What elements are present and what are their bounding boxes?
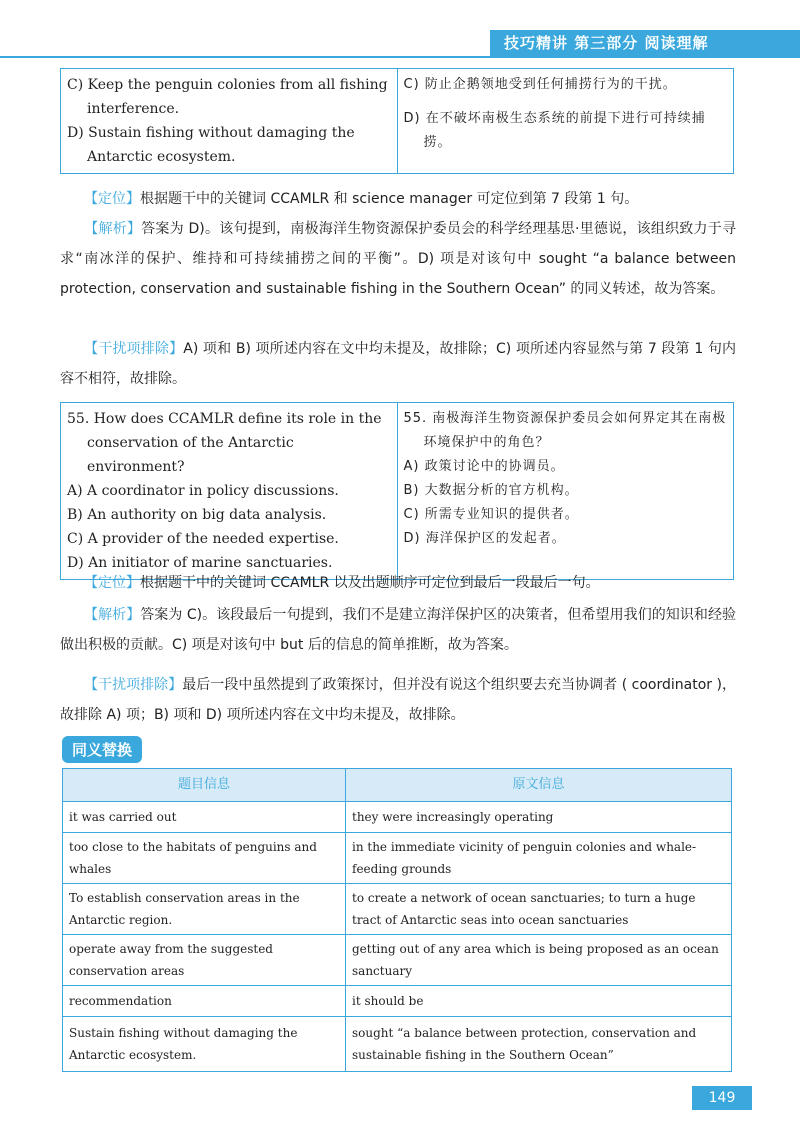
- table-row: [63, 986, 732, 1017]
- q55-table: [60, 402, 734, 580]
- q55-en-cell: [61, 403, 398, 580]
- page-header: [0, 0, 800, 56]
- original-cell: to create a network of ocean sanctuaries; to turn a huge tract of Antarctic seas into ocean sanctuaries: [346, 884, 732, 935]
- question-cell: recommendation: [63, 986, 346, 1017]
- q54-analysis: [60, 214, 736, 304]
- q54-en-cell: [61, 69, 398, 174]
- table-row: [63, 884, 732, 935]
- q55-locate: [60, 568, 736, 598]
- q55-analysis: [60, 600, 736, 660]
- q54-option-c-en: C) Keep the penguin colonies from all fishing interference.: [67, 77, 388, 117]
- exclude-text: 最后一段中虽然提到了政策探讨，但并没有说这个组织要去充当协调者 ( coordinator )，故排除 A) 项；B) 项和 D) 项所述内容在文中均未提及，故排除。: [60, 677, 736, 723]
- q55-option-b-zh: B) 大数据分析的官方机构。: [403, 483, 579, 498]
- synonyms-table: [62, 768, 732, 1072]
- q55-exclude: [60, 670, 736, 730]
- exclude-tag: 【干扰项排除】: [84, 341, 184, 357]
- table-row: [63, 1017, 732, 1072]
- analysis-tag: 【解析】: [84, 221, 142, 237]
- exclude-text: A) 项和 B) 项所述内容在文中均未提及，故排除；C) 项所述内容显然与第 7 段第 1 句内容不相符，故排除。: [60, 341, 736, 387]
- table-row: [63, 802, 732, 833]
- synonyms-badge: 同义替换: [62, 736, 142, 763]
- q54-option-d-en: D) Sustain fishing without damaging the Antarctic ecosystem.: [67, 125, 355, 165]
- q55-question-en: 55. How does CCAMLR define its role in the conservation of the Antarctic environment?: [67, 411, 382, 475]
- col-question-header: 题目信息: [63, 769, 346, 802]
- analysis-text: 答案为 C)。该段最后一句提到，我们不是建立海洋保护区的决策者，但希望用我们的知识和经验做出积极的贡献。C) 项是对该句中 but 后的信息的简单推断，故为答案。: [60, 607, 737, 653]
- original-cell: getting out of any area which is being proposed as an ocean sanctuary: [346, 935, 732, 986]
- question-cell: operate away from the suggested conservation areas: [63, 935, 346, 986]
- original-cell: in the immediate vicinity of penguin colonies and whale-feeding grounds: [346, 833, 732, 884]
- question-cell: Sustain fishing without damaging the Antarctic ecosystem.: [63, 1017, 346, 1072]
- locate-tag: 【定位】: [84, 575, 140, 591]
- synonyms-header-row: [63, 769, 732, 802]
- q55-option-c-en: C) A provider of the needed expertise.: [67, 531, 339, 547]
- q55-option-c-zh: C) 所需专业知识的提供者。: [403, 507, 579, 522]
- page-number: 149: [692, 1086, 752, 1110]
- original-cell: sought “a balance between protection, conservation and sustainable fishing in the Southern Ocean”: [346, 1017, 732, 1072]
- question-cell: too close to the habitats of penguins and whales: [63, 833, 346, 884]
- q55-option-a-en: A) A coordinator in policy discussions.: [67, 483, 339, 499]
- q54-option-c-zh: C) 防止企鹅领地受到任何捕捞行为的干扰。: [403, 77, 677, 92]
- q55-option-d-en: D) An initiator of marine sanctuaries.: [67, 555, 333, 571]
- analysis-tag: 【解析】: [84, 607, 141, 623]
- original-cell: it should be: [346, 986, 732, 1017]
- locate-text: 根据题干中的关键词 CCAMLR 以及出题顺序可定位到最后一段最后一句。: [140, 575, 600, 591]
- q55-option-d-zh: D) 海洋保护区的发起者。: [403, 531, 566, 546]
- q55-option-a-zh: A) 政策讨论中的协调员。: [403, 459, 565, 474]
- q55-question-zh: 55. 南极海洋生物资源保护委员会如何界定其在南极环境保护中的角色？: [403, 411, 727, 450]
- analysis-text: 答案为 D)。该句提到，南极海洋生物资源保护委员会的科学经理基思·里德说，该组织致力于寻求“南冰洋的保护、维持和可持续捕捞之间的平衡”。D) 项是对该句中 sought “a balance between protection, conservation and sustainable fishing in the Southern Ocean” 的同义转述，故为答案。: [60, 221, 737, 297]
- table-row: [63, 935, 732, 986]
- col-original-header: 原文信息: [346, 769, 732, 802]
- q55-zh-cell: [397, 403, 734, 580]
- q55-option-b-en: B) An authority on big data analysis.: [67, 507, 327, 523]
- q54-zh-cell: [397, 69, 734, 174]
- section-title: 技巧精讲 第三部分 阅读理解: [490, 30, 800, 56]
- question-cell: To establish conservation areas in the Antarctic region.: [63, 884, 346, 935]
- q54-locate: [60, 184, 736, 214]
- exclude-tag: 【干扰项排除】: [84, 677, 183, 693]
- original-cell: they were increasingly operating: [346, 802, 732, 833]
- table-row: [63, 833, 732, 884]
- locate-tag: 【定位】: [84, 191, 140, 207]
- q54-option-d-zh: D) 在不破坏南极生态系统的前提下进行可持续捕捞。: [403, 111, 706, 150]
- q54-exclude: [60, 334, 736, 394]
- locate-text: 根据题干中的关键词 CCAMLR 和 science manager 可定位到第 7 段第 1 句。: [140, 191, 639, 207]
- q54-options-table: [60, 68, 734, 174]
- header-divider: [0, 56, 800, 58]
- question-cell: it was carried out: [63, 802, 346, 833]
